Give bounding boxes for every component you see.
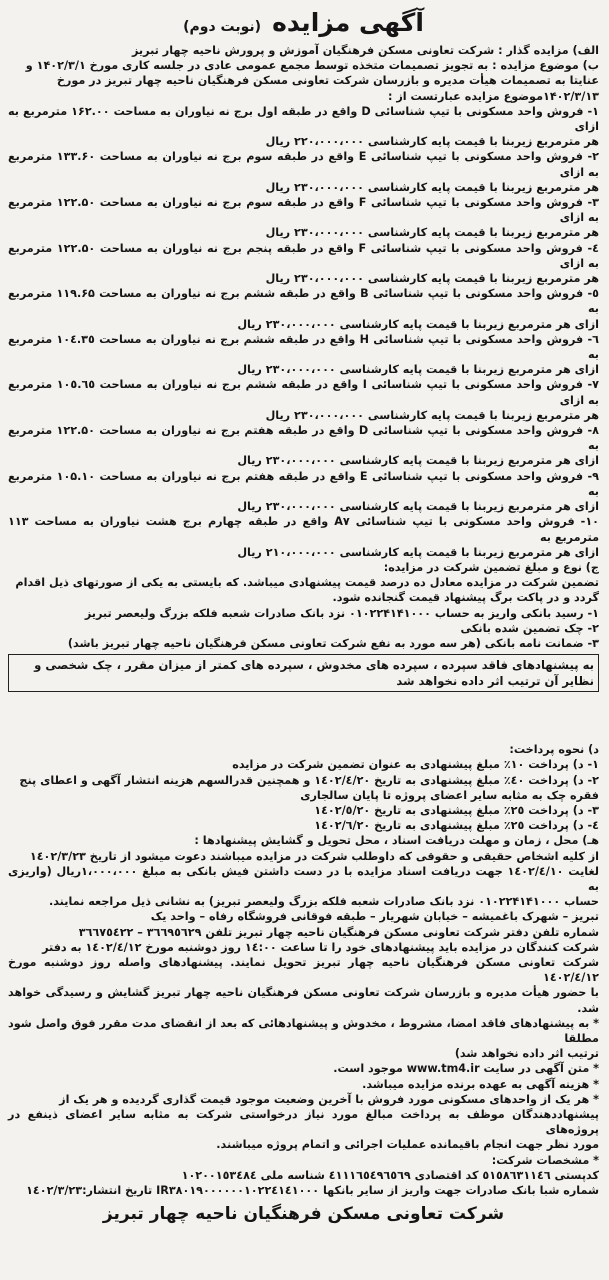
payment-line: ۳- د) پرداخت ۲٥٪ مبلغ پیشنهادی به تاریخ ۱٤۰۲/٥/۲۰: [314, 803, 599, 817]
list-item: [8, 104, 599, 150]
guarantee-line: ۱- رسید بانکی واریز به حساب ۰۱۰۲۲۴۱۴۱۰۰۰ نزد بانک صادرات شعبه فلکه بزرگ ولیعصر تبریز: [84, 606, 599, 620]
item-line: ازای هر مترمربع زیربنا با قیمت پایه کارشناسی ۲۳۰،۰۰۰،۰۰۰ ریال: [237, 454, 599, 468]
venue-line: * هر یک از واحدهای مسکونی مورد فروش با آخرین وضعیت موجود قیمت گذاری گردیده و هر یک از: [59, 1092, 599, 1106]
list-item: [8, 469, 599, 515]
payment-line: ٤- د) پرداخت ۲٥٪ مبلغ پیشنهادی به تاریخ ۱٤۰۲/٦/۲۰: [314, 819, 599, 833]
notice-box: [8, 654, 599, 692]
venue-line: هـ) محل ، زمان و مهلت دریافت اسناد ، محل تحویل و گشایش پیشنهادها :: [194, 834, 599, 848]
guarantee-line: تضمین شرکت در مزایده معادل ده درصد قیمت پیشنهادی میباشد. که بایستی به یکی از صورتهای ذیل اقدام: [15, 576, 599, 590]
item-line: ۲- فروش واحد مسکونی با تیپ شناسائی E واقع در طبقه سوم برج نه نیاوران به مساحت ۱۳۳.۶۰ مترمربع به ازای: [8, 150, 599, 179]
venue-line: از کلیه اشخاص حقیقی و حقوقی که داوطلب شرکت در مزایده میباشند دعوت میشود از تاریخ ۱٤۰۲/۳/۲۳: [29, 849, 599, 863]
item-line: ۱- فروش واحد مسکونی با تیپ شناسائی D واقع در طبقه اول برج نه نیاوران به مساحت ۱۶۲.۰۰ مترمربع به ازای: [8, 104, 599, 134]
item-line: ۸- فروش واحد مسکونی با تیپ شناسائی D واقع در طبقه هفتم برج نه نیاوران به مساحت ۱۲۲.۵۰ مترمربع به: [8, 424, 599, 453]
item-line: ۳- فروش واحد مسکونی با تیپ شناسائی F واقع در طبقه سوم برج نه نیاوران به مساحت ۱۲۲.۵۰ مترمربع به ازای: [8, 196, 599, 225]
list-item: [8, 149, 599, 195]
subject-line: عنایتا به تصمیمات هیأت مدیره و بازرسان شرکت تعاونی مسکن فرهنگیان ناحیه چهار تبریز در مورخ: [56, 74, 599, 88]
venue-line: حساب ۰۱۰۲۲۴۱۴۱۰۰۰ نزد بانک صادرات شعبه فلکه بزرگ ولیعصر تبریز) به نشانی ذیل مراجعه نمایند.: [48, 895, 599, 909]
item-line: ازای هر مترمربع زیربنا با قیمت پایه کارشناسی ۲۳۰،۰۰۰،۰۰۰ ریال: [237, 317, 599, 331]
venue-line: تبریز – شهرک باغمیشه – خیابان شهریار – طبقه فوقانی فروشگاه رفاه – واحد یک: [150, 910, 599, 924]
venue-line: پیشنهاددهندگان موظف به پرداخت مبالغ مورد نیاز درخواستی شرکت به مثابه سایر اعضای ذینفع در پروژه‌های: [8, 1108, 599, 1137]
watermark-gap: [8, 698, 599, 742]
item-line: ازای هر مترمربع زیربنا با قیمت پایه کارشناسی ۲۱۰،۰۰۰،۰۰۰ ریال: [237, 545, 599, 559]
item-line: ٤- فروش واحد مسکونی با تیپ شناسائی F واقع در طبقه پنجم برج نه نیاوران به مساحت ۱۲۲.۵۰ مترمربع به ازای: [8, 241, 599, 270]
list-item: [8, 195, 599, 241]
bank-sheba-line: شماره شبا بانک صادرات جهت واریز از سایر بانکها IR۳۸۰۱۹۰۰۰۰۰۰۱۰۲۲٤۱٤۱۰۰۰ تاریخ انتشار:۱٤۰۲/۳/۲۳: [26, 1184, 599, 1198]
notice-line: نظایر آن ترتیب اثر داده نخواهد شد: [396, 674, 594, 689]
title-row: [8, 8, 599, 37]
website-line: * متن آگهی در سایت www.tm4.ir موجود است.: [333, 1062, 599, 1076]
section-organizer: الف) مزایده گذار : شرکت تعاونی مسکن فرهنگیان آموزش و پرورش ناحیه چهار تبریز: [131, 44, 599, 57]
list-item: [8, 286, 599, 332]
venue-line: شماره تلفن دفتر شرکت تعاونی مسکن فرهنگیان ناحیه چهار تبریز تلفن ۳٦٦٩٥٦٢٩ – ۳٦٦٧٥٤٢٢: [78, 925, 599, 939]
list-item: [8, 332, 599, 378]
list-item: [8, 241, 599, 287]
guarantee-line: ج) نوع و مبلغ تضمین شرکت در مزایده:: [383, 560, 599, 574]
venue-line: لغایت ۱٤۰۲/٤/۱۰ جهت دریافت اسناد مزایده با در دست داشتن فیش بانکی به مبلغ ۱،۰۰۰،۰۰۰ریال (واریزی به: [8, 864, 599, 893]
guarantee-line: گردد و در پاکت برگ پیشنهاد قیمت گنجانده شود.: [332, 591, 599, 605]
venue-line: مورد نظر جهت انجام باقیمانده عملیات اجرائی و اتمام پروژه میباشند.: [216, 1138, 599, 1152]
page-subtitle: (نوبت دوم): [183, 19, 262, 35]
venue-line: * هزینه آگهی به عهده برنده مزایده میباشد.: [362, 1077, 599, 1091]
guarantee-line: ۳- ضمانت نامه بانکی (هر سه مورد به نفع شرکت تعاونی مسکن فرهنگیان ناحیه چهار تبریز باشد): [67, 636, 599, 650]
payment-line: ۱- د) پرداخت ۱۰٪ مبلغ پیشنهادی به عنوان تضمین شرکت در مزایده: [232, 758, 599, 772]
item-line: هر مترمربع زیربنا با قیمت پایه کارشناسی ۲۳۰،۰۰۰،۰۰۰ ریال: [265, 180, 599, 194]
list-item: [8, 423, 599, 469]
payment-line: د) نحوه پرداخت:: [509, 743, 599, 757]
payment-line: ۲- د) پرداخت ٤۰٪ مبلغ پیشنهادی به تاریخ ۱٤۰۲/٤/۲۰ و همچنین قدرالسهم هزینه انتشار آگهی و اعطای پنج: [19, 773, 599, 787]
subject-line: ۱۴۰۲/۳/۱۳موضوع مزایده عبارتست از :: [388, 89, 599, 103]
venue-line: شرکت تعاونی مسکن فرهنگیان ناحیه چهار تبریز تحویل نمایند. پیشنهادهای واصله روز دوشنبه مورخ ۱٤۰۲/٤/۱۲: [8, 955, 599, 985]
item-line: ۹- فروش واحد مسکونی با تیپ شناسائی E واقع در طبقه هفتم برج نه نیاوران به مساحت ۱۰۵.۱۰ مترمربع به: [8, 469, 599, 498]
item-line: ٦- فروش واحد مسکونی با تیپ شناسائی H واقع در طبقه ششم برج نه نیاوران به مساحت ۱۰٤.۳٥ مترمربع به: [8, 332, 599, 362]
guarantee-line: ۲- چک تضمین شده بانکی: [460, 621, 599, 635]
company-info-heading: * مشخصات شرکت:: [491, 1153, 599, 1167]
footer-company-name: شرکت تعاونی مسکن فرهنگیان ناحیه چهار تبریز: [102, 1204, 505, 1225]
list-item: [8, 514, 599, 560]
section-payment: [8, 742, 599, 833]
item-line: ازای هر مترمربع زیربنا با قیمت پایه کارشناسی ۲۳۰،۰۰۰،۰۰۰ ریال: [237, 500, 599, 514]
page-title: آگهی مزایده: [272, 8, 424, 37]
notice-line: به پیشنهادهای فاقد سپرده ، سپرده های مخدوش ، سپرده های کمتر از میزان مقرر ، چک شخصی و: [34, 658, 594, 673]
venue-line: شرکت کنندگان در مزایده باید پیشنهادهای خود را تا ساعت ۱٤:۰۰ روز دوشنبه مورخ ۱٤۰۲/٤/۱۲ به دفتر: [42, 940, 599, 954]
section-venue: [8, 833, 599, 1198]
item-line: ۷- فروش واحد مسکونی با تیپ شناسائی I واقع در طبقه ششم برج نه نیاوران به مساحت ۱۰٥.٦٥ مترمربع به ازای: [8, 378, 599, 407]
payment-line: فقره چک به مثابه سایر اعضای پروژه تا پایان سالجاری: [300, 788, 599, 802]
list-item: [8, 377, 599, 423]
venue-line: * به پیشنهادهای فاقد امضا، مشروط ، مخدوش و پیشنهادهائی که بعد از انقضای مدت مقرر فوق واصل شود مطلقا: [8, 1016, 599, 1045]
subject-line: ب) موضوع مزایده : به تجویز تصمیمات متخذه توسط مجمع عمومی عادی در جلسه کاری مورخ ۱۴۰۲/۳/۱ و: [25, 59, 599, 73]
section-guarantee: [8, 560, 599, 651]
items-list: [8, 104, 599, 560]
item-line: هر مترمربع زیربنا با قیمت پایه کارشناسی ۲۲۰،۰۰۰،۰۰۰ ریال: [265, 135, 599, 149]
company-codes-line: کدپستی ٥١٥٨٦٣١١٤٦ کد اقتصادی ٤١١١٦٥٤٩٦٥٦٩ شناسه ملی ۱۰۲۰۰۱٥۳٤٨٤: [181, 1168, 599, 1182]
venue-line: ترتیب اثر داده نخواهد شد): [454, 1047, 599, 1061]
item-line: هر مترمربع زیربنا با قیمت پایه کارشناسی ۲۳۰،۰۰۰،۰۰۰ ریال: [265, 226, 599, 240]
item-line: هر مترمربع زیربنا با قیمت پایه کارشناسی ۲۳۰،۰۰۰،۰۰۰ ریال: [265, 408, 599, 422]
section-subject: [8, 58, 599, 104]
item-line: ۱۰- فروش واحد مسکونی با تیپ شناسائی A۷ واقع در طبقه چهارم برج هشت نیاوران به مساحت ۱۱۳ مترمربع به: [8, 515, 599, 544]
item-line: ٥- فروش واحد مسکونی با تیپ شناسائی B واقع در طبقه ششم برج نه نیاوران به مساحت ۱۱۹.۶۵ مترمربع به: [8, 287, 599, 316]
item-line: هر مترمربع زیربنا با قیمت پایه کارشناسی ۲۳۰،۰۰۰،۰۰۰ ریال: [265, 272, 599, 286]
venue-line: با حضور هیأت مدیره و بازرسان شرکت تعاونی مسکن فرهنگیان ناحیه چهار تبریز گشایش و رسیدگی خواهد شد.: [8, 986, 599, 1015]
item-line: ازای هر مترمربع زیربنا با قیمت پایه کارشناسی ۲۳۰،۰۰۰،۰۰۰ ریال: [237, 363, 599, 377]
